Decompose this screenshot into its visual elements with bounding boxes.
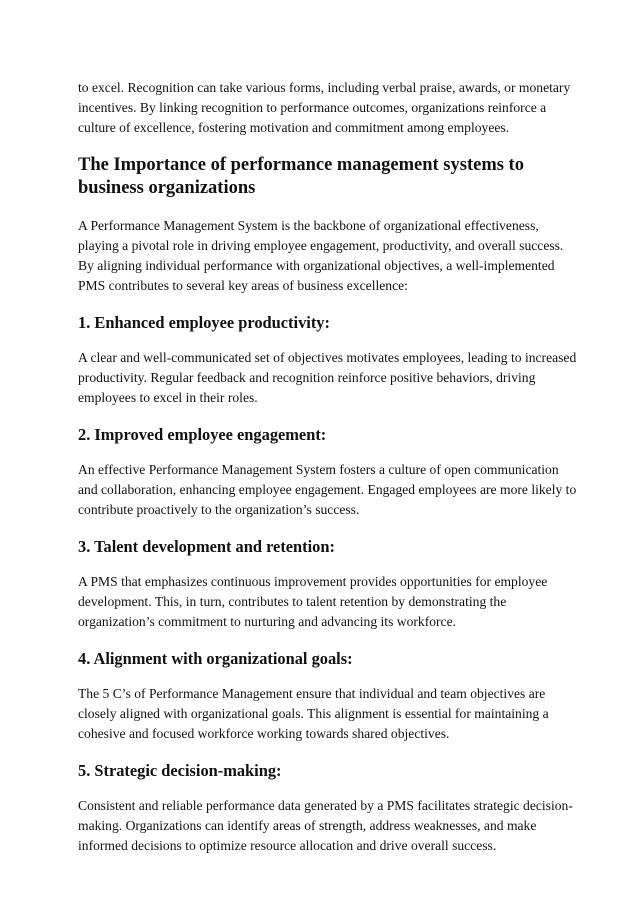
section-body-alignment: The 5 C’s of Performance Management ensure that individual and team objectives are closely aligned with organizational goals. This alignment is essential for maintaining a cohesive and focused workforce working towards shared objectives.	[78, 686, 549, 741]
section-body-engagement: An effective Performance Management System fosters a culture of open communication and collaboration, enhancing employee engagement. Engaged employees are more likely to contribute proactively to the organization’s success.	[78, 462, 577, 517]
section-heading-productivity: 1. Enhanced employee productivity:	[78, 313, 330, 332]
lead-paragraph: A Performance Management System is the backbone of organizational effectiveness, playing a pivotal role in driving employee engagement, productivity, and overall success. By aligning individual performance with organizational objectives, a well-implemented PMS contributes to several key areas of business excellence:	[78, 218, 564, 293]
section-body-talent: A PMS that emphasizes continuous improvement provides opportunities for employee development. This, in turn, contributes to talent retention by demonstrating the organization’s commitment to nurturing and advancing its workforce.	[78, 574, 548, 629]
section-heading-engagement: 2. Improved employee engagement:	[78, 425, 327, 444]
intro-paragraph: to excel. Recognition can take various forms, including verbal praise, awards, or monetary incentives. By linking recognition to performance outcomes, organizations reinforce a culture of excellence, fostering motivation and commitment among employees.	[78, 80, 571, 135]
section-heading-decision-making: 5. Strategic decision-making:	[78, 761, 282, 780]
main-heading: The Importance of performance management systems to business organizations	[78, 155, 524, 198]
section-heading-talent: 3. Talent development and retention:	[78, 537, 335, 556]
section-heading-alignment: 4. Alignment with organizational goals:	[78, 649, 353, 668]
section-body-productivity: A clear and well-communicated set of objectives motivates employees, leading to increased productivity. Regular feedback and recognition reinforce positive behaviors, driving employees to excel in their roles.	[78, 350, 577, 405]
section-body-decision-making: Consistent and reliable performance data generated by a PMS facilitates strategic decision-making. Organizations can identify areas of strength, address weaknesses, and make informed decisions to optimize resource allocation and drive overall success.	[78, 798, 573, 853]
